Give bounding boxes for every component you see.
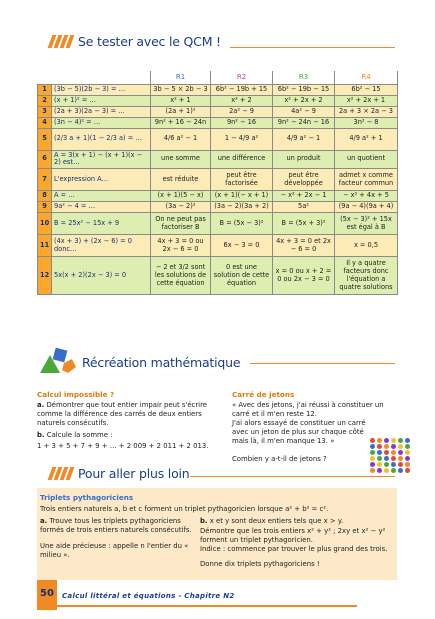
col-header-r1: R1 (151, 71, 211, 84)
answer-r1[interactable]: 4/6 a² − 1 (151, 128, 211, 150)
answer-r3[interactable]: 9n² − 24n − 16 (273, 117, 335, 128)
answer-r2[interactable]: une différence (211, 150, 273, 169)
qcm-row (38, 169, 398, 191)
footer-rule (37, 605, 357, 607)
question-number: 9 (38, 202, 52, 213)
token-dot (391, 456, 396, 461)
answer-r1[interactable]: est réduite (151, 169, 211, 191)
triplets-b2: Démontre que les trois entiers x² + y² ; 2xy et x² − y² forment un triplet pythagoricien. (200, 527, 386, 545)
question-number: 2 (38, 95, 52, 106)
shapes-icon (38, 345, 78, 375)
plus-loin-rule (190, 476, 395, 477)
answer-r2[interactable]: B = (5x − 3)² (211, 213, 273, 235)
token-dot (398, 462, 403, 467)
answer-r1[interactable]: On ne peut pas factoriser B (151, 213, 211, 235)
question-text: 9a² − 4 = … (52, 202, 151, 213)
calcul-b-text: Calcule la somme : (46, 431, 113, 439)
question-number: 1 (38, 84, 52, 95)
token-dot (391, 438, 396, 443)
calcul-b-label: b. (37, 431, 45, 439)
answer-r2[interactable]: 1 − 4/9 a² (211, 128, 273, 150)
token-dot (391, 444, 396, 449)
answer-r3[interactable]: − x² + 2x − 1 (273, 191, 335, 202)
answer-r2[interactable]: 2a² − 9 (211, 106, 273, 117)
answer-r4[interactable]: x² + 2x + 1 (335, 95, 398, 106)
token-dot (398, 456, 403, 461)
triplets-b-label: b. (200, 517, 208, 525)
token-dot (384, 438, 389, 443)
answer-r1[interactable]: (2a + 1)² (151, 106, 211, 117)
qcm-header (50, 34, 221, 49)
header-rule (230, 47, 395, 48)
token-dot (370, 456, 375, 461)
answer-r4[interactable]: 2a + 3 × 2a − 3 (335, 106, 398, 117)
qcm-row (38, 95, 398, 106)
triplets-intro: Trois entiers naturels a, b et c forment un triplet pythagoricien lorsque a² + b² = c². (40, 505, 329, 513)
question-text: 5x(x + 2)(2x − 3) = 0 (52, 257, 151, 295)
recreation-rule (250, 363, 395, 364)
question-text: (2a + 3)(2a − 3) = … (52, 106, 151, 117)
token-dot (405, 444, 410, 449)
question-number: 10 (38, 213, 52, 235)
question-text: B = 25x² − 15x + 9 (52, 213, 151, 235)
question-number: 8 (38, 191, 52, 202)
token-dot (377, 438, 382, 443)
qcm-row (38, 191, 398, 202)
qcm-row (38, 213, 398, 235)
qcm-row (38, 202, 398, 213)
token-dot (398, 450, 403, 455)
answer-r1[interactable]: 3b − 5 × 2b − 3 (151, 84, 211, 95)
answer-r3[interactable]: 6b² − 19b − 15 (273, 84, 335, 95)
carre-question: Combien y a-t-il de jetons ? (232, 455, 327, 463)
token-dot (370, 462, 375, 467)
col-header-r2: R2 (211, 71, 273, 84)
answer-r2[interactable]: 6x − 3 = 0 (211, 235, 273, 257)
answer-r2[interactable]: (3a − 2)(3a + 2) (211, 202, 273, 213)
answer-r1[interactable]: (3a − 2)² (151, 202, 211, 213)
answer-r1[interactable]: 4x + 3 = 0 ou 2x − 6 = 0 (151, 235, 211, 257)
answer-r4[interactable]: (5x − 3)² + 15x est égal à B (335, 213, 398, 235)
calcul-sum: 1 + 3 + 5 + 7 + 9 + … + 2 009 + 2 011 + 2 013. (37, 442, 209, 450)
token-dot (398, 438, 403, 443)
question-text: (2/3 a + 1)(1 − 2/3 a) = … (52, 128, 151, 150)
answer-r3[interactable]: 4a² − 9 (273, 106, 335, 117)
token-dot (370, 438, 375, 443)
carre-p1: « Avec des jetons, j'ai réussi à constituer un carré et il m'en reste 12. (232, 401, 384, 419)
answer-r3[interactable]: peut être développée (273, 169, 335, 191)
question-number: 11 (38, 235, 52, 257)
qcm-row (38, 128, 398, 150)
token-dot (377, 444, 382, 449)
qcm-row (38, 84, 398, 95)
answer-r4[interactable]: 3n² − 8 (335, 117, 398, 128)
question-text: A = … (52, 191, 151, 202)
answer-r2[interactable]: 9n² − 16 (211, 117, 273, 128)
triplets-a-label: a. (40, 517, 48, 525)
qcm-row (38, 235, 398, 257)
plus-loin-header (50, 466, 190, 481)
answer-r2[interactable]: (x + 1)(− x + 1) (211, 191, 273, 202)
calcul-a-text: Démontrer que tout entier impair peut s'écrire comme la différence des carrés de deux entiers naturels consécutifs. (37, 401, 208, 428)
calcul-a (37, 401, 225, 429)
answer-r3[interactable]: x² + 2x + 2 (273, 95, 335, 106)
qcm-table (37, 71, 398, 295)
tokens-icon (370, 438, 408, 473)
question-text: (3b − 5)(2b − 3) = … (52, 84, 151, 95)
token-dot (377, 456, 382, 461)
answer-r2[interactable]: peut être factorisée (211, 169, 273, 191)
token-dot (377, 468, 382, 473)
token-dot (391, 468, 396, 473)
token-dot (370, 444, 375, 449)
token-dot (405, 468, 410, 473)
page-number: 50 (40, 588, 54, 599)
question-text: (x + 1)² = … (52, 95, 151, 106)
recreation-title: Récréation mathématique (82, 355, 241, 370)
token-dot (377, 462, 382, 467)
token-dot (370, 468, 375, 473)
calcul-title: Calcul impossible ? (37, 390, 115, 399)
question-number: 12 (38, 257, 52, 295)
question-number: 7 (38, 169, 52, 191)
question-text: (4x + 3) + (2x − 6) = 0 donc… (52, 235, 151, 257)
token-dot (405, 456, 410, 461)
token-dot (384, 462, 389, 467)
calcul-a-label: a. (37, 401, 45, 409)
token-dot (377, 450, 382, 455)
answer-r3[interactable]: 4x + 3 = 0 et 2x − 6 = 0 (273, 235, 335, 257)
token-dot (398, 468, 403, 473)
answer-r3[interactable]: B = (5x + 3)² (273, 213, 335, 235)
token-dot (405, 462, 410, 467)
token-dot (391, 450, 396, 455)
slash-decoration-icon (50, 35, 72, 48)
token-dot (384, 468, 389, 473)
question-text: L'expression A… (52, 169, 151, 191)
triplets-a-text: Trouve tous les triplets pythagoriciens formés de trois entiers naturels consécutifs. (40, 517, 192, 535)
token-dot (384, 450, 389, 455)
question-number: 4 (38, 117, 52, 128)
qcm-row (38, 150, 398, 169)
token-dot (398, 444, 403, 449)
token-dot (405, 450, 410, 455)
answer-r1[interactable]: une somme (151, 150, 211, 169)
answer-r3[interactable]: 5a² (273, 202, 335, 213)
answer-r1[interactable]: − 2 et 3/2 sont les solutions de cette équation (151, 257, 211, 295)
token-dot (384, 444, 389, 449)
answer-r1[interactable]: (x + 1)(5 − x) (151, 191, 211, 202)
qcm-row (38, 117, 398, 128)
triplets-b3: Indice : commence par trouver le plus grand des trois. (200, 545, 388, 553)
triplets-a (40, 517, 192, 535)
qcm-row (38, 106, 398, 117)
qcm-title: Se tester avec le QCM ! (78, 34, 221, 49)
question-number: 6 (38, 150, 52, 169)
triplets-b-text: x et y sont deux entiers tels que x > y. (209, 517, 344, 525)
answer-r4[interactable]: (9a − 4)(9a + 4) (335, 202, 398, 213)
answer-r1[interactable]: x² + 1 (151, 95, 211, 106)
token-dot (405, 438, 410, 443)
answer-r3[interactable]: un produit (273, 150, 335, 169)
triplets-b (200, 517, 394, 526)
question-number: 5 (38, 128, 52, 150)
triplets-title: Triplets pythagoriciens (40, 493, 134, 502)
triplets-aide: Une aide précieuse : appelle n l'entier du « milieu ». (40, 542, 189, 560)
triplets-b4: Donne dix triplets pythagoriciens ! (200, 560, 320, 568)
answer-r4[interactable]: 6b² − 15 (335, 84, 398, 95)
qcm-row (38, 257, 398, 295)
token-dot (384, 456, 389, 461)
calcul-b (37, 431, 225, 440)
answer-r4[interactable]: Il y a quatre facteurs donc l'équation a quatre solutions (335, 257, 398, 295)
answer-r2[interactable]: 0 est une solution de cette équation (211, 257, 273, 295)
answer-r3[interactable]: x = 0 ou x + 2 = 0 ou 2x − 3 = 0 (273, 257, 335, 295)
carre-title: Carré de jetons (232, 390, 295, 399)
carre-p2: J'ai alors essayé de constituer un carré avec un jeton de plus sur chaque côté mais là, il m'en manque 13. » (232, 419, 366, 446)
answer-r4[interactable]: x = 0,5 (335, 235, 398, 257)
answer-r4[interactable]: − x² + 4x + 5 (335, 191, 398, 202)
col-header-r4: R4 (335, 71, 398, 84)
question-text: A = 3(x + 1) − (x + 1)(x − 2) est… (52, 150, 151, 169)
answer-r2[interactable]: 6b² − 19b + 15 (211, 84, 273, 95)
chapter-label: Calcul littéral et équations - Chapitre N2 (62, 592, 235, 600)
answer-r4[interactable]: admet x comme facteur commun (335, 169, 398, 191)
col-header-r3: R3 (273, 71, 335, 84)
blank-header (38, 71, 151, 84)
answer-r3[interactable]: 4/9 a² − 1 (273, 128, 335, 150)
answer-r4[interactable]: un quotient (335, 150, 398, 169)
token-dot (391, 462, 396, 467)
answer-r2[interactable]: x² + 2 (211, 95, 273, 106)
answer-r1[interactable]: 9n² + 16 − 24n (151, 117, 211, 128)
question-text: (3n − 4)² = … (52, 117, 151, 128)
token-dot (370, 450, 375, 455)
recreation-header (82, 355, 240, 370)
question-number: 3 (38, 106, 52, 117)
slash-decoration-icon (50, 467, 72, 480)
answer-r4[interactable]: 4/9 a² + 1 (335, 128, 398, 150)
plus-loin-title: Pour aller plus loin (78, 466, 190, 481)
